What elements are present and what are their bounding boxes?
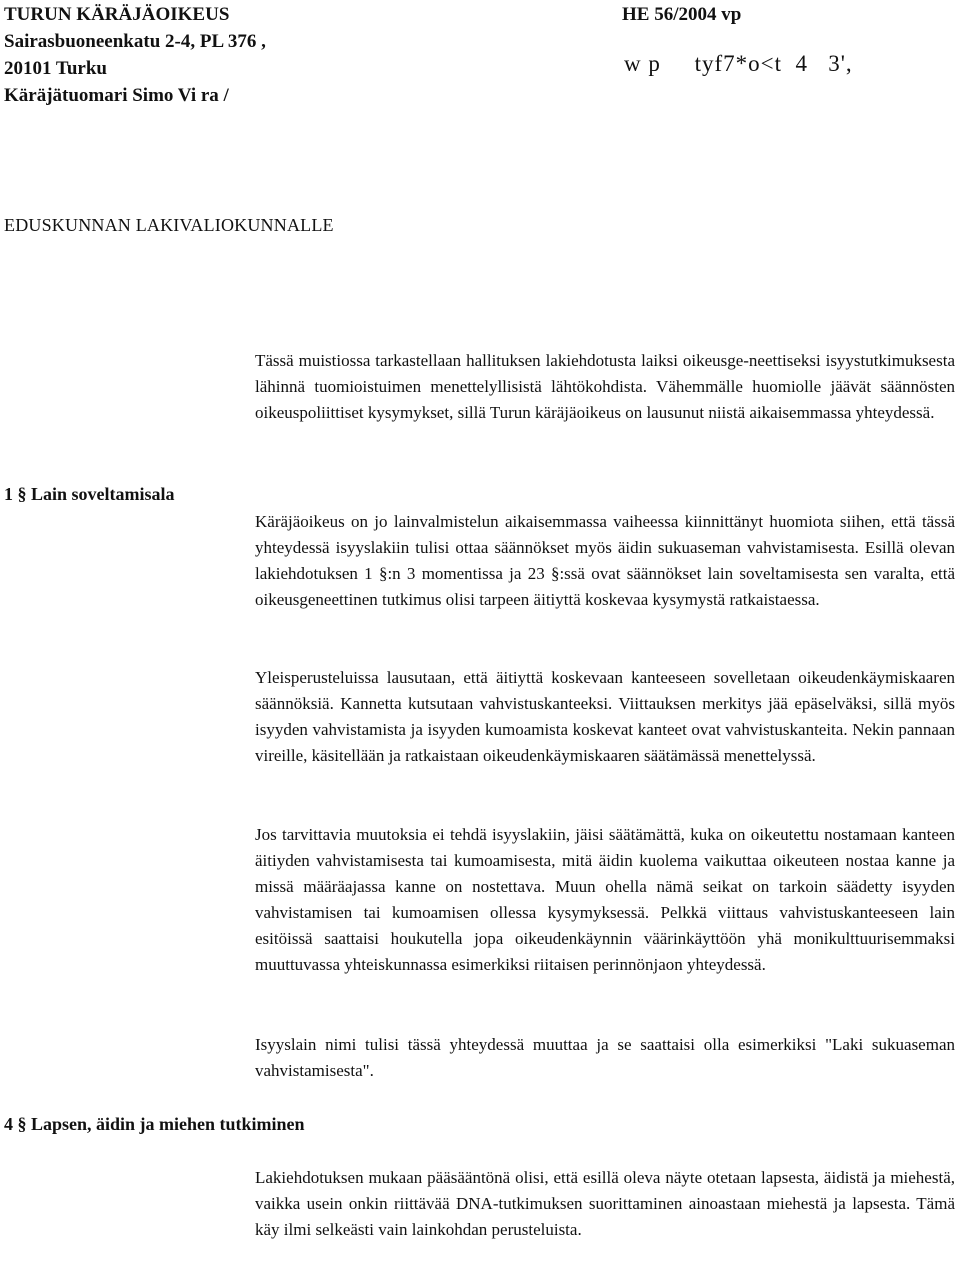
section-1-paragraph-4 xyxy=(255,1032,955,1084)
section-heading-1: 1 § Lain soveltamisala xyxy=(4,484,175,504)
paragraph-text: Isyyslain nimi tulisi tässä yhteydessä muuttaa ja se saattaisi olla esimerkiksi "Laki sukuaseman vahvistamisesta". xyxy=(255,1035,955,1080)
document-id: HE 56/2004 vp xyxy=(622,4,742,25)
section-heading-4: 4 § Lapsen, äidin ja miehen tutkiminen xyxy=(4,1114,305,1134)
section-1-paragraph-2 xyxy=(255,665,955,769)
paragraph-text: Käräjäoikeus on jo lainvalmistelun aikaisemmassa vaiheessa kiinnittänyt huomiota siihen, että tässä yhteydessä isyyslakiin tulisi ottaa säännökset myös äidin sukuaseman vahvistamisesta. Esillä olevan lakiehdotuksen 1 §:n 3 momentissa ja 23 §:ssä ovat säännökset lain soveltamisesta sen varalta, että oikeusgeneettinen tutkimus olisi tarpeen äitiyttä koskevaa kysymystä ratkaistaessa. xyxy=(255,512,955,609)
section-1-paragraph-1 xyxy=(255,509,955,613)
paragraph-text: Lakiehdotuksen mukaan pääsääntönä olisi, että esillä oleva näyte otetaan lapsesta, äidistä ja miehestä, vaikka usein onkin riittävää DNA-tutkimuksen suorittaminen ainoastaan miehestä ja lapsesta. Tämä käy ilmi selkeästi vain lainkohdan perusteluista. xyxy=(255,1168,955,1239)
court-postal-code: 20101 Turku xyxy=(4,58,107,79)
addressee: EDUSKUNNAN LAKIVALIOKUNNALLE xyxy=(4,215,334,235)
intro-text: Tässä muistiossa tarkastellaan hallituksen lakiehdotusta laiksi oikeusge-neettiseksi isyystutkimuksesta lähinnä tuomioistuimen menettelyllisistä lähtökohdista. Vähemmälle huomiolle jäävät säännösten oikeuspoliittiset kysymykset, sillä Turun käräjäoikeus on lausunut niistä aikaisemmassa yhteydessä. xyxy=(255,351,955,422)
paragraph-text: Jos tarvittavia muutoksia ei tehdä isyyslakiin, jäisi säätämättä, kuka on oikeutettu nostamaan kanteen äitiyden vahvistamisesta tai kumoamisesta, mitä äidin kuolema vaikuttaa oikeuteen nostaa kanne ja missä määräajassa kanne on nostettava. Muun ohella nämä seikat on tarkoin säädetty isyyden vahvistamisen tai kumoamisen ollessa kysymyksessä. Pelkkä viittaus vahvistuskanteeseen lain esitöissä saattaisi houkutella jopa oikeudenkäynnin väärinkäyttöön yhä monikulttuurisemmaksi muuttuvassa yhteiskunnassa esimerkiksi riitaisen perinnönjaon yhteydessä. xyxy=(255,825,955,974)
paragraph-text: Yleisperusteluissa lausutaan, että äitiyttä koskevaan kanteeseen sovelletaan oikeudenkäymiskaaren säännöksiä. Kannetta kutsutaan vahvistuskanteeksi. Viittauksen merkitys jää epäselväksi, sillä myös isyyden vahvistamista ja isyyden kumoamista koskevat kanteet ovat vahvistuskanteita. Nekin pannaan vireille, käsitellään ja ratkaistaan oikeudenkäymiskaaren säätämässä menettelyssä. xyxy=(255,668,955,765)
judge-signature-line: Käräjätuomari Simo Vi ra / xyxy=(4,85,229,106)
section-1-paragraph-3 xyxy=(255,822,955,978)
handwritten-note: w p tyf7*o<t 4 3', xyxy=(624,51,853,76)
court-address: Sairasbuoneenkatu 2-4, PL 376 , xyxy=(4,31,266,52)
intro-paragraph xyxy=(255,348,955,426)
court-name: TURUN KÄRÄJÄOIKEUS xyxy=(4,4,230,25)
section-4-paragraph-1 xyxy=(255,1165,955,1243)
